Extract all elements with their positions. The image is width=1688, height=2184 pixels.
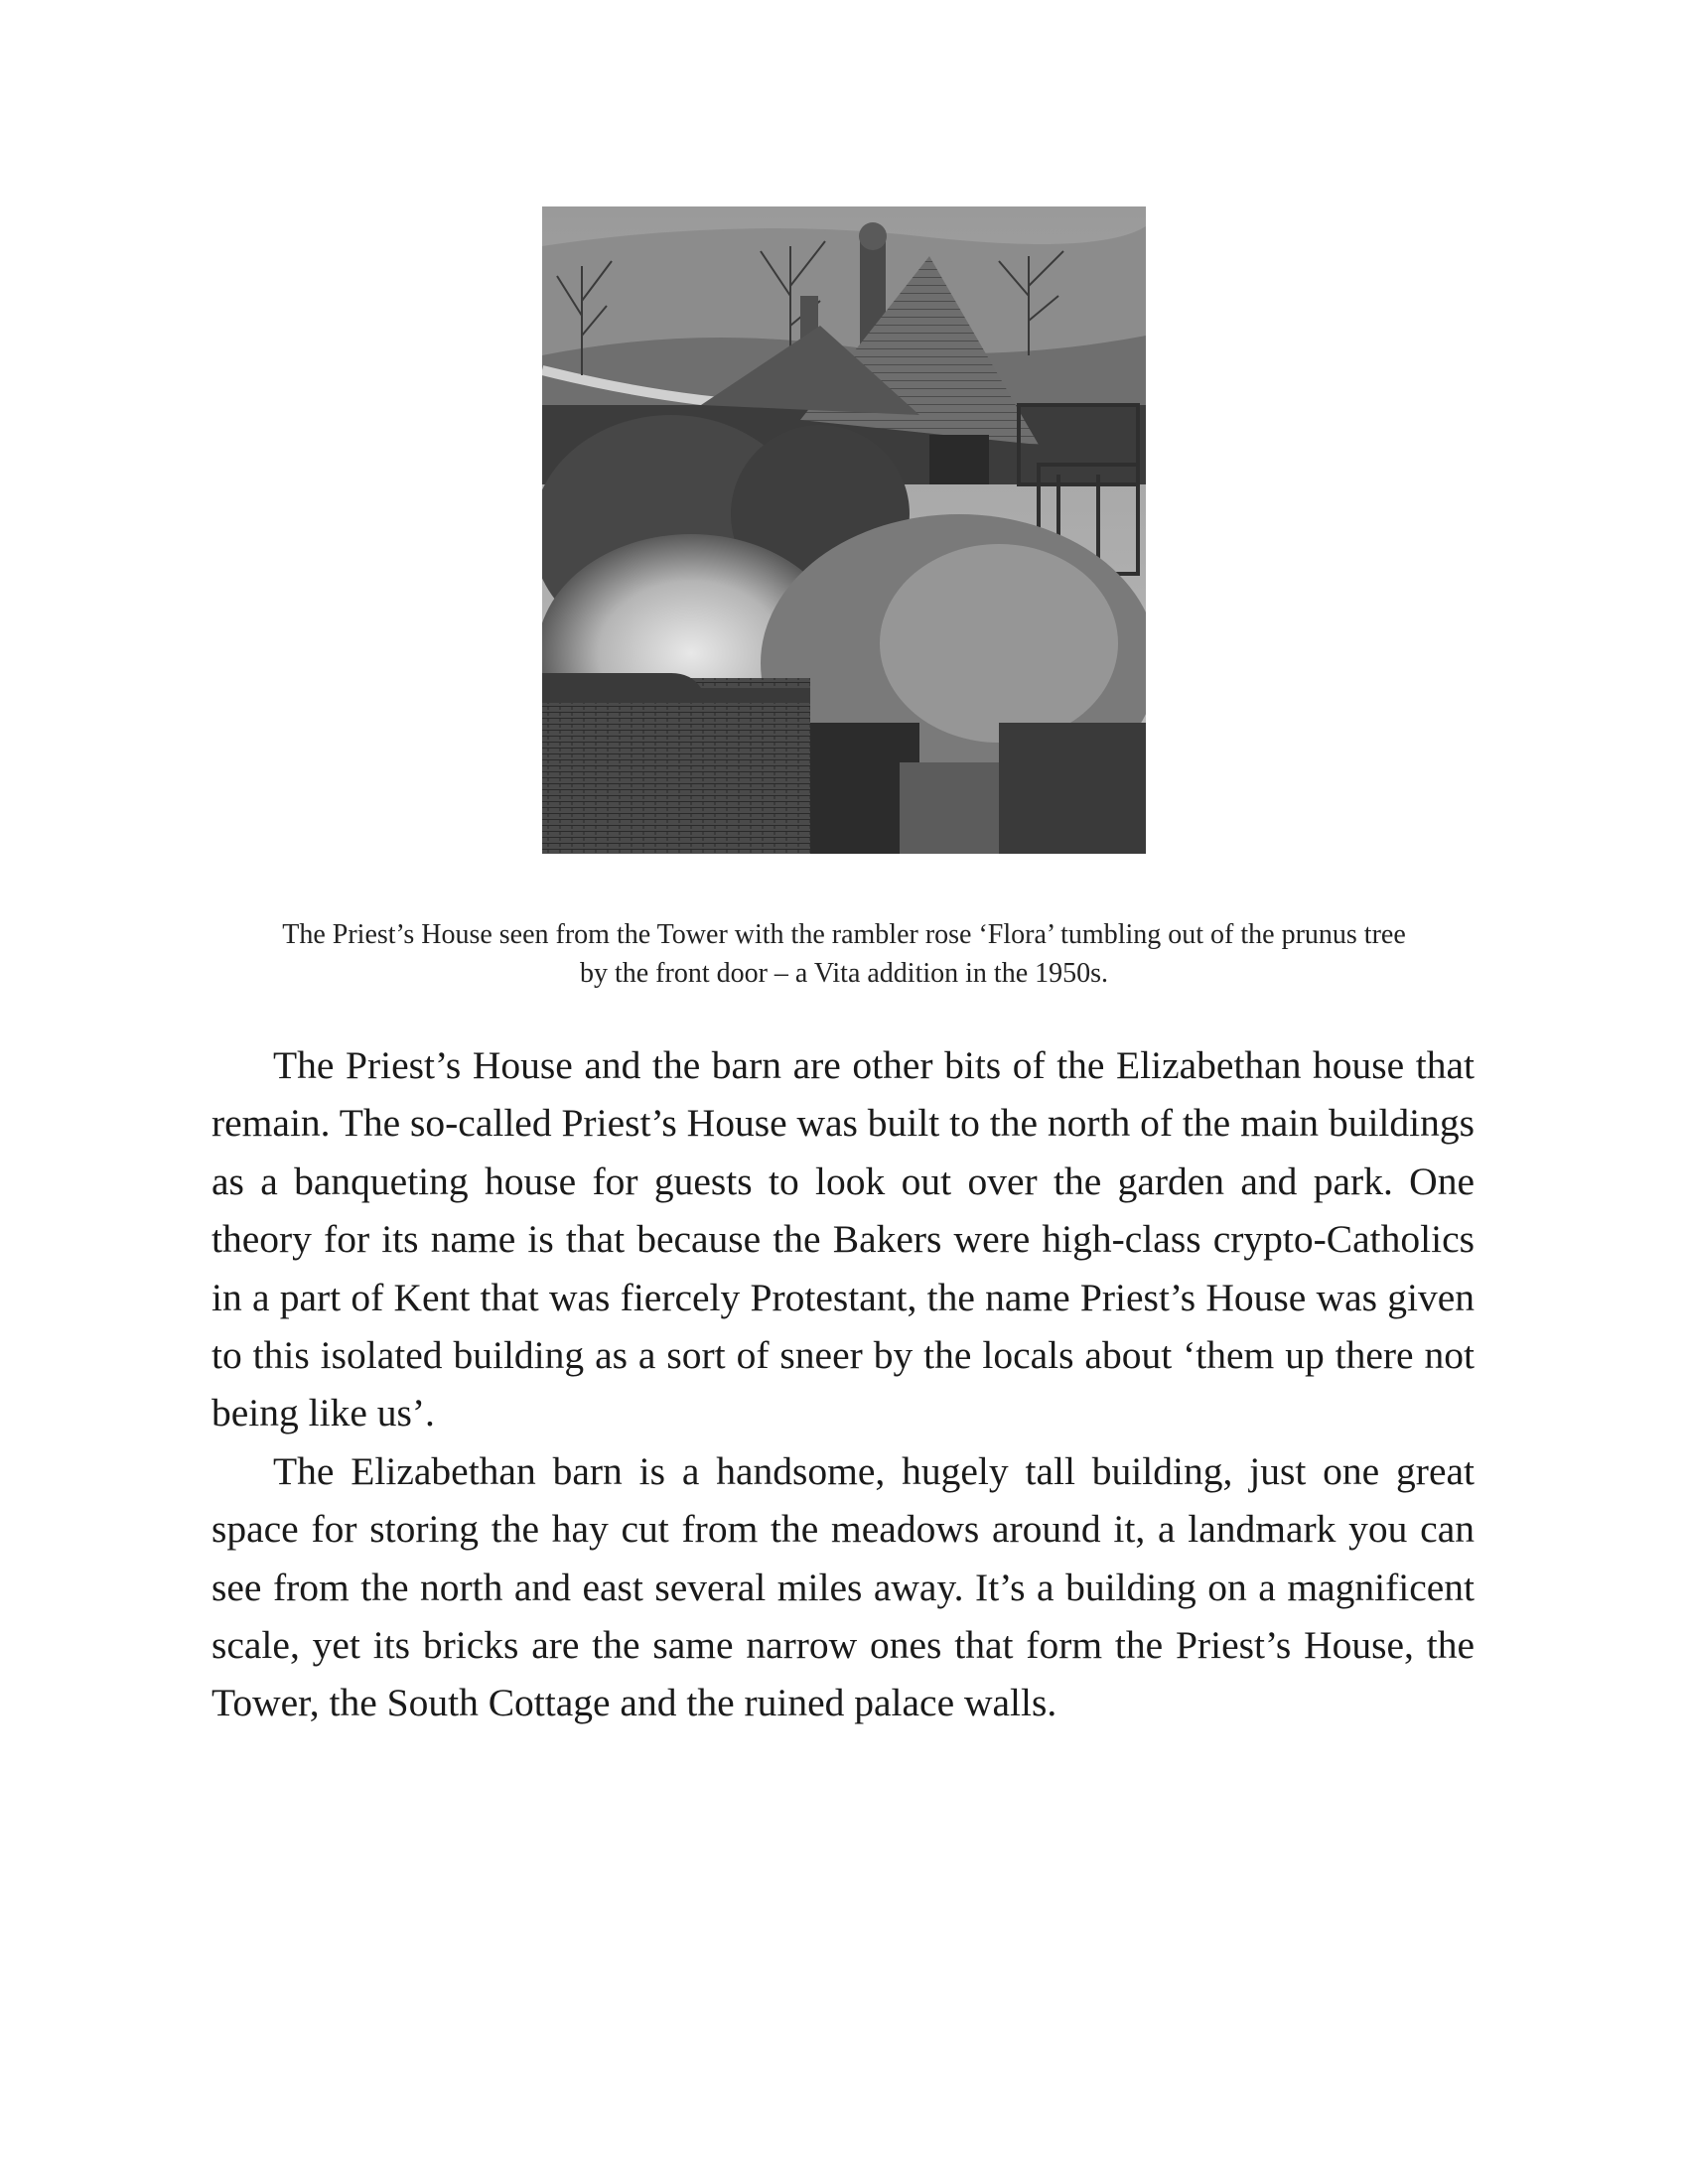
figure-caption — [199, 915, 1489, 993]
caption-line-2: by the front door – a Vita addition in the 1950s. — [579, 958, 1109, 989]
brick-wall — [542, 678, 810, 854]
body-text — [211, 1036, 1475, 1732]
priests-house-photo — [542, 206, 1146, 854]
photo-illustration — [542, 206, 1146, 854]
window — [929, 435, 989, 484]
paragraph-2: The Elizabethan barn is a handsome, hugely tall building, just one great space for storing the hay cut from the meadows around it, a landmark you can see from the north and east several miles away. It’s a building on a magnificent scale, yet its bricks are the same narrow ones that form the Priest’s House, the Tower, the South Cottage and the ruined palace walls. — [211, 1448, 1475, 1725]
caption-line-1: The Priest’s House seen from the Tower with the rambler rose ‘Flora’ tumbling out of the prunus tree — [282, 919, 1406, 950]
paragraph-1: The Priest’s House and the barn are other bits of the Elizabethan house that remain. The so-called Priest’s House was built to the north of the main buildings as a banqueting house for guests to look out over the garden and park. One theory for its name is that because the Bakers were high-class crypto-Catholics in a part of Kent that was fiercely Protestant, the name Priest’s House was given to this isolated building as a sort of sneer by the locals about ‘them up there not being like us’. — [211, 1043, 1475, 1435]
